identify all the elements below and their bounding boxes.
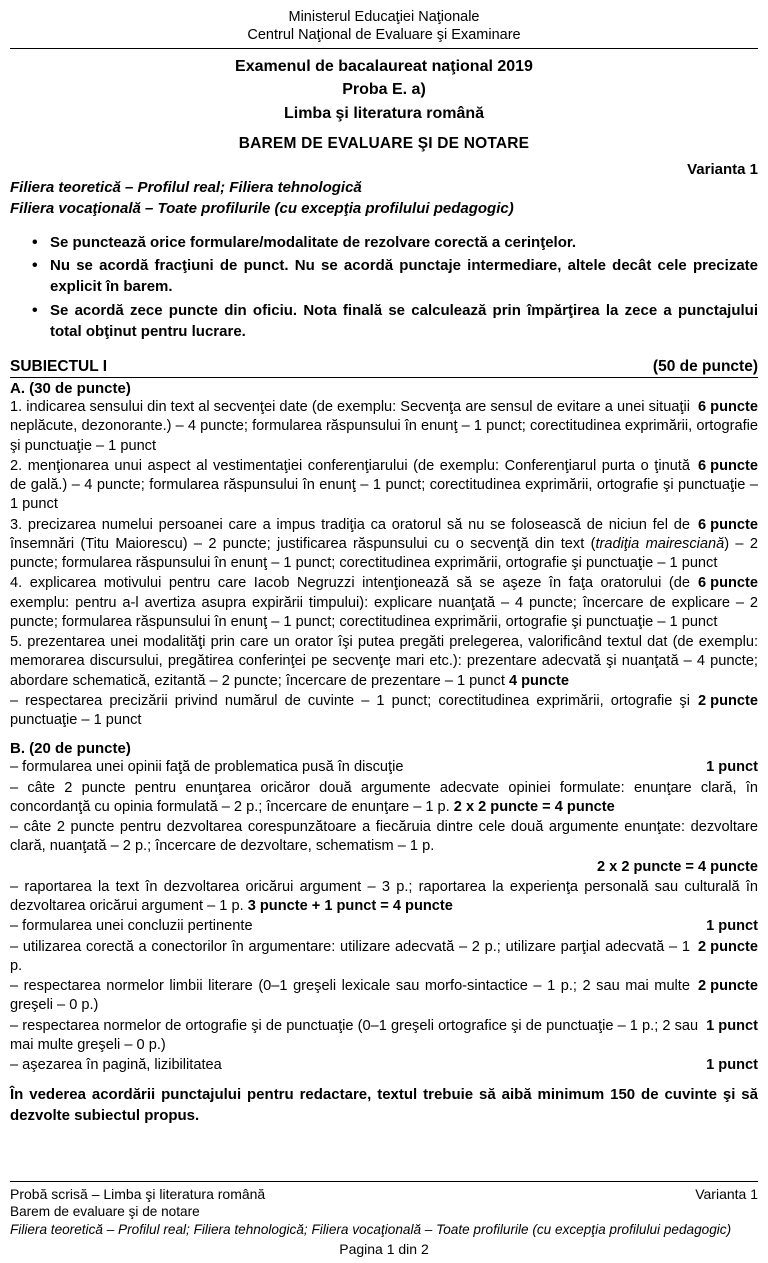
item-points: 2 puncte [697,978,758,995]
barem-item [10,398,758,456]
item-points: 1 punct [706,918,758,935]
item-text-pre: 3. precizarea numelui persoanei care a impus tradiţia ca oratorul să nu se folosească de niciun fel de însemnări (Titu Maiorescu) – 2 puncte; justificarea răspunsului cu o secvenţă din text ( [10,516,690,552]
item-points: 1 punct [706,759,758,776]
barem-item-cont [10,692,758,731]
item-points: 1 punct [706,1017,758,1034]
subject-i-points: (50 de puncte) [652,358,758,376]
item-text: – formularea unei opinii faţă de problematica pusă în discuţie [10,759,404,776]
document-footer [10,1181,758,1257]
barem-item [10,457,758,515]
item-text: – aşezarea în pagină, lizibilitatea [10,1057,222,1074]
item-text: – raportarea la text în dezvoltarea oricărui argument – 3 p.; raportarea la experienţa personală sau culturală în dezvoltarea oricărui argument – 1 p. [10,878,758,915]
item-text: 5. prezentarea unei modalităţi prin care un orator îşi putea pregăti prelegerea, valorificând textul dat (de exemplu: memorarea discursului, pregătirea conferinţei pe secvenţe mari etc.): prezentare adecvată şi nuanţată – 4 puncte; abordare schematică, ezitantă – 2 puncte; încercare de prezentare – 1 punct [10,634,758,689]
barem-item [10,1056,758,1075]
subject-i-heading [10,358,758,378]
item-points: 6 puncte [697,399,758,416]
item-points: 6 puncte [697,457,758,474]
subject-i-label: SUBIECTUL I [10,358,108,376]
item-points: 2 x 2 puncte = 4 puncte [597,858,758,875]
item-text: – utilizarea corectă a conectorilor în argumentare: utilizare adecvată – 2 p.; utilizare parţial adecvată – 1 p. [10,938,690,974]
header-divider [10,48,758,49]
footer-filiera: Filiera teoretică – Profilul real; Filiera tehnologică; Filiera vocaţională – Toate profilurile (cu excepţia profilului pedagogic) [10,1221,732,1237]
ministry-line: Ministerul Educaţiei Naţionale [288,9,480,25]
item-text-italic: tradiţia mairesciană [595,535,725,552]
footer-page-number: Pagina 1 din 2 [339,1241,429,1257]
filiera-line-1: Filiera teoretică – Profilul real; Filiera tehnologică [10,179,362,197]
list-item: • Se acordă zece puncte din oficiu. Nota finală se calculează prin împărţirea la zece a punctajului total obţinut pentru lucrare. [36,301,758,342]
item-points-2: 2 puncte [697,692,758,709]
item-text: – formularea unei concluzii pertinente [10,918,253,935]
barem-item [10,818,758,857]
center-line: Centrul Naţional de Evaluare şi Examinare [247,27,521,44]
barem-item [10,878,758,917]
barem-item [10,758,758,777]
title-block [10,55,758,155]
item-points: 2 puncte [697,938,758,955]
document-header [10,8,758,44]
list-item: • Se punctează orice formulare/modalitate de rezolvare corectă a cerinţelor. [36,233,758,254]
item-text-2: – respectarea precizării privind numărul de cuvinte – 1 punct; corectitudinea exprimării, ortografie şi punctuaţie – 1 punct [10,692,690,729]
barem-item [10,516,758,574]
varianta-label: Varianta 1 [687,161,758,179]
item-text: 4. explicarea motivului pentru care Iacob Negruzzi intenţionează să se aşeze în faţa oratorului (de exemplu: pentru a-l avertiza asupra expirării timpului): explicare nuanţată – 4 puncte; încercare de explicare – 2 puncte; formularea răspunsului în enunţ – 1 punct; corectitudinea exprimării, ortografie şi punctuaţie – 1 punct [10,575,758,630]
part-b-label: B. (20 de puncte) [10,740,131,758]
item-points: 2 x 2 puncte = 4 puncte [453,798,615,815]
item-points: 3 puncte + 1 punct = 4 puncte [247,898,453,915]
footer-divider [10,1181,758,1182]
item-text: – respectarea normelor de ortografie şi de punctuaţie (0–1 greşeli ortografice şi de punctuaţie – 1 p.; 2 sau mai multe greşeli – 0 p.) [10,1017,699,1053]
barem-item [10,938,758,977]
barem-item-points-line [10,858,758,877]
barem-item [10,633,758,691]
footer-left-1: Probă scrisă – Limba şi literatura română [10,1185,266,1202]
exam-title: Examenul de bacalaureat naţional 2019 [235,58,533,76]
footer-right-1: Varianta 1 [695,1185,758,1202]
item-text: – câte 2 puncte pentru enunţarea oricăror două argumente adecvate opiniei formulate: enunţare clară, în concordanţă cu opinia formulată – 2 p.; încercare de enunţare – 1 p. [10,779,758,815]
subject-title: Limba şi literatura română [283,104,485,122]
barem-title: BAREM DE EVALUARE ŞI DE NOTARE [238,134,530,152]
item-points: 6 puncte [697,575,758,592]
filiera-line-2: Filiera vocaţională – Toate profilurile (cu excepţia profilului pedagogic) [10,199,514,217]
list-item: • Nu se acordă fracţiuni de punct. Nu se acordă punctaje intermediare, altele decât cele precizate explicit în barem. [36,256,758,297]
part-a-label: A. (30 de puncte) [10,380,131,398]
item-text: 1. indicarea sensului din text al secvenţei date (de exemplu: Secvenţa are sensul de evitare a unei situaţii neplăcute, dezonorante.) – 4 puncte; formularea răspunsului în enunţ – 1 punct; corectitudinea exprimării, ortografie şi punctuaţie – 1 punct [10,399,758,454]
redactare-note: În vederea acordării punctajului pentru redactare, textul trebuie să aibă minimum 150 de cuvinte şi să dezvolte subiectul propus. [10,1086,758,1124]
footer-left-2: Barem de evaluare şi de notare [10,1203,200,1219]
item-points: 4 puncte [508,672,569,689]
item-text: – câte 2 puncte pentru dezvoltarea corespunzătoare a fiecăruia dintre cele două argumente enunţate: dezvoltare clară, nuanţată – 2 p.; încercare de dezvoltare, schematism – 1 p. [10,819,758,855]
item-text: – respectarea normelor limbii literare (0–1 greşeli lexicale sau morfo-sintactice – 1 p.; 2 sau mai multe greşeli – 0 p.) [10,978,690,1014]
barem-item [10,977,758,1016]
general-notes-list [10,233,758,342]
item-points: 1 punct [706,1057,758,1074]
barem-item [10,917,758,936]
barem-item [10,779,758,818]
item-text-post: ) – 2 puncte; formularea răspunsului în enunţ – 1 punct; corectitudinea exprimării, ortografie şi punctuaţie – 1 punct [10,535,758,572]
item-points: 6 puncte [697,516,758,533]
proba-title: Proba E. a) [342,81,426,99]
item-text: 2. menţionarea unui aspect al vestimentaţiei conferenţiarului (de exemplu: Conferenţiarul purta o ţinută de gală.) – 4 puncte; formularea răspunsului în enunţ – 1 punct; corectitudinea exprimării, ortografie şi punctuaţie – 1 punct [10,457,758,513]
barem-item [10,574,758,632]
barem-item [10,1017,758,1056]
